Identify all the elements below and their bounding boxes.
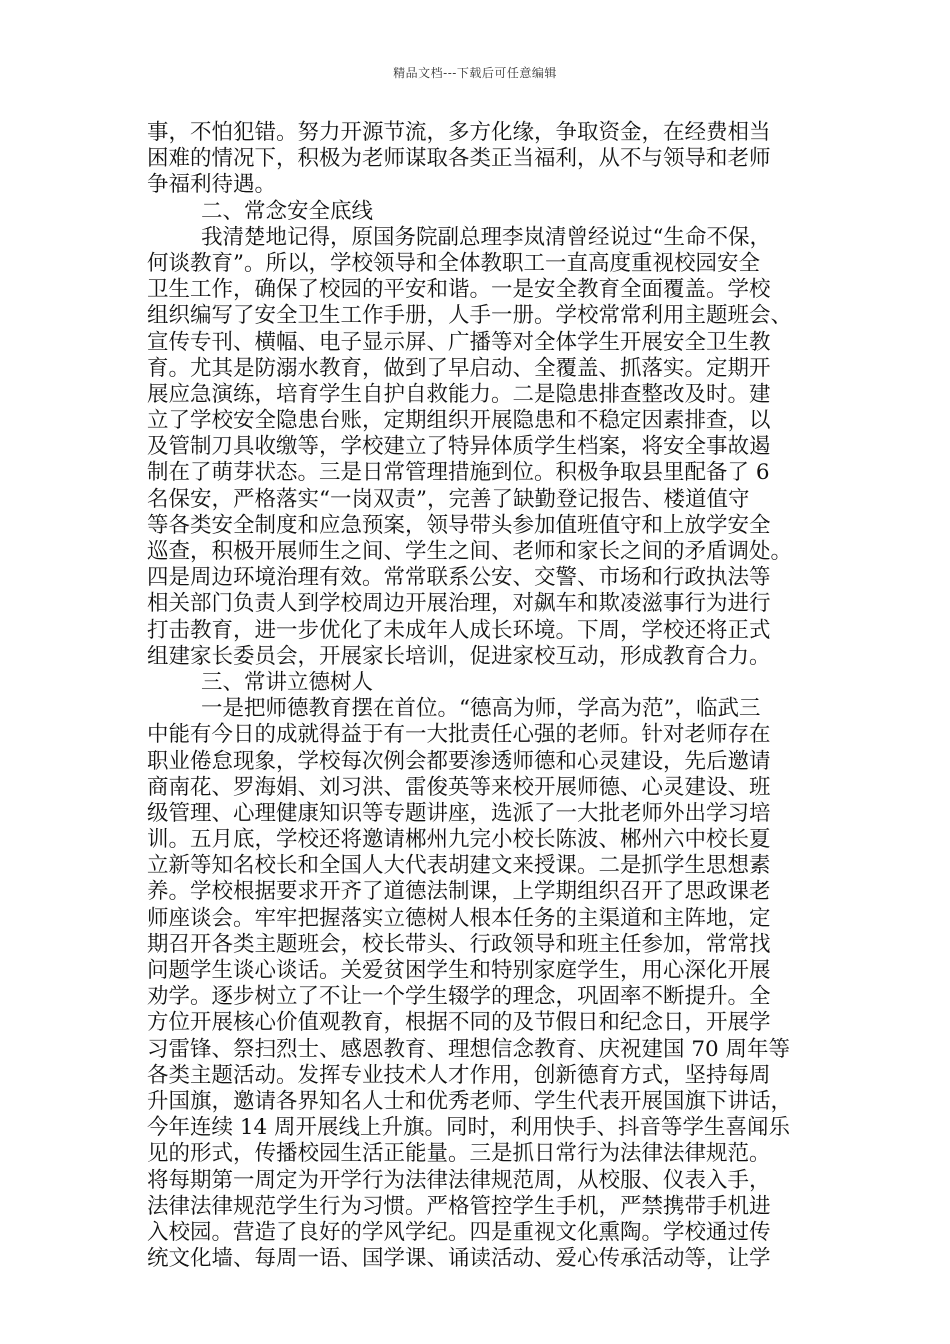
text-line: 统文化墙、每周一语、国学课、诵读活动、爱心传承活动等，让学 bbox=[147, 1246, 771, 1272]
text-line: 名保安，严格落实“一岗双责”，完善了缺勤登记报告、楼道值守 bbox=[147, 486, 750, 512]
text-line: 四是周边环境治理有效。常常联系公安、交警、市场和行政执法等 bbox=[147, 565, 771, 591]
text-line: 卫生工作，确保了校园的平安和谐。一是安全教育全面覆盖。学校 bbox=[147, 277, 771, 303]
text-line: 打击教育，进一步优化了未成年人成长环境。下周，学校还将正式 bbox=[147, 617, 771, 643]
page-header: 精品文档---下载后可任意编辑 bbox=[393, 66, 557, 80]
text-line: 将每期第一周定为开学行为法律法律规范周，从校服、仪表入手， bbox=[147, 1167, 771, 1193]
text-line: 等各类安全制度和应急预案，领导带头参加值班值守和上放学安全 bbox=[147, 512, 771, 538]
text-line: 训。五月底，学校还将邀请郴州九完小校长陈波、郴州六中校长夏 bbox=[147, 827, 771, 853]
text-line: 级管理、心理健康知识等专题讲座，选派了一大批老师外出学习培 bbox=[147, 800, 771, 826]
text-line: 见的形式，传播校园生活正能量。三是抓日常行为法律法律规范。 bbox=[147, 1141, 771, 1167]
text-line: 育。尤其是防溺水教育，做到了早启动、全覆盖、抓落实。定期开 bbox=[147, 355, 771, 381]
text-line: 事，不怕犯错。努力开源节流，多方化缘，争取资金，在经费相当 bbox=[147, 120, 771, 145]
section-heading: 三、常讲立德树人 bbox=[201, 669, 374, 695]
section-heading: 二、常念安全底线 bbox=[201, 198, 374, 224]
text-line: 师座谈会。牢牢把握落实立德树人根本任务的主渠道和主阵地，定 bbox=[147, 905, 771, 931]
text-line: 法律法律规范学生行为习惯。严格管控学生手机，严禁携带手机进 bbox=[147, 1193, 771, 1219]
text-line: 宣传专刊、横幅、电子显示屏、广播等对全体学生开展安全卫生教 bbox=[147, 329, 771, 355]
text-line: 组建家长委员会，开展家长培训，促进家校互动，形成教育合力。 bbox=[147, 643, 771, 669]
text-line: 升国旗，邀请各界知名人士和优秀老师、学生代表开展国旗下讲话， bbox=[147, 1088, 793, 1114]
text-line: 制在了萌芽状态。三是日常管理措施到位。积极争取县里配备了 6 bbox=[147, 460, 770, 486]
text-line: 及管制刀具收缴等，学校建立了特异体质学生档案，将安全事故遏 bbox=[147, 434, 771, 460]
text-line: 劝学。逐步树立了不让一个学生辍学的理念，巩固率不断提升。全 bbox=[147, 984, 771, 1010]
text-line: 中能有今日的成就得益于有一大批责任心强的老师。针对老师存在 bbox=[147, 722, 771, 748]
text-line: 我清楚地记得，原国务院副总理李岚清曾经说过“生命不保， bbox=[201, 224, 771, 250]
document-body bbox=[147, 120, 827, 1272]
text-line: 一是把师德教育摆在首位。“德高为师，学高为范”，临武三 bbox=[201, 696, 761, 722]
text-line: 问题学生谈心谈话。关爱贫困学生和特别家庭学生，用心深化开展 bbox=[147, 958, 771, 983]
text-line: 入校园。营造了良好的学风学纪。四是重视文化熏陶。学校通过传 bbox=[147, 1219, 771, 1245]
text-line: 商南花、罗海娟、刘习洪、雷俊英等来校开展师德、心灵建设、班 bbox=[147, 774, 771, 800]
text-line: 期召开各类主题班会，校长带头、行政领导和班主任参加，常常找 bbox=[147, 931, 771, 957]
text-line: 养。学校根据要求开齐了道德法制课，上学期组织召开了思政课老 bbox=[147, 879, 771, 905]
text-line: 展应急演练，培育学生自护自救能力。二是隐患排查整改及时。建 bbox=[147, 381, 771, 407]
text-line: 各类主题活动。发挥专业技术人才作用，创新德育方式，坚持每周 bbox=[147, 1062, 771, 1088]
text-line: 巡查，积极开展师生之间、学生之间、老师和家长之间的矛盾调处。 bbox=[147, 539, 793, 564]
text-line: 组织编写了安全卫生工作手册，人手一册。学校常常利用主题班会、 bbox=[147, 303, 793, 329]
text-line: 何谈教育”。所以，学校领导和全体教职工一直高度重视校园安全 bbox=[147, 250, 760, 276]
text-line: 职业倦怠现象，学校每次例会都要渗透师德和心灵建设，先后邀请 bbox=[147, 748, 771, 774]
text-line: 习雷锋、祭扫烈士、感恩教育、理想信念教育、庆祝建国 70 周年等 bbox=[147, 1036, 791, 1062]
text-line: 今年连续 14 周开展线上升旗。同时，利用快手、抖音等学生喜闻乐 bbox=[147, 1115, 791, 1141]
text-line: 相关部门负责人到学校周边开展治理，对飙车和欺凌滋事行为进行 bbox=[147, 591, 771, 617]
text-line: 立了学校安全隐患台账，定期组织开展隐患和不稳定因素排查，以 bbox=[147, 408, 771, 434]
text-line: 方位开展核心价值观教育，根据不同的及节假日和纪念日，开展学 bbox=[147, 1010, 771, 1036]
text-line: 立新等知名校长和全国人大代表胡建文来授课。二是抓学生思想素 bbox=[147, 853, 771, 879]
text-line: 困难的情况下，积极为老师谋取各类正当福利，从不与领导和老师 bbox=[147, 146, 771, 172]
text-line: 争福利待遇。 bbox=[147, 172, 277, 198]
